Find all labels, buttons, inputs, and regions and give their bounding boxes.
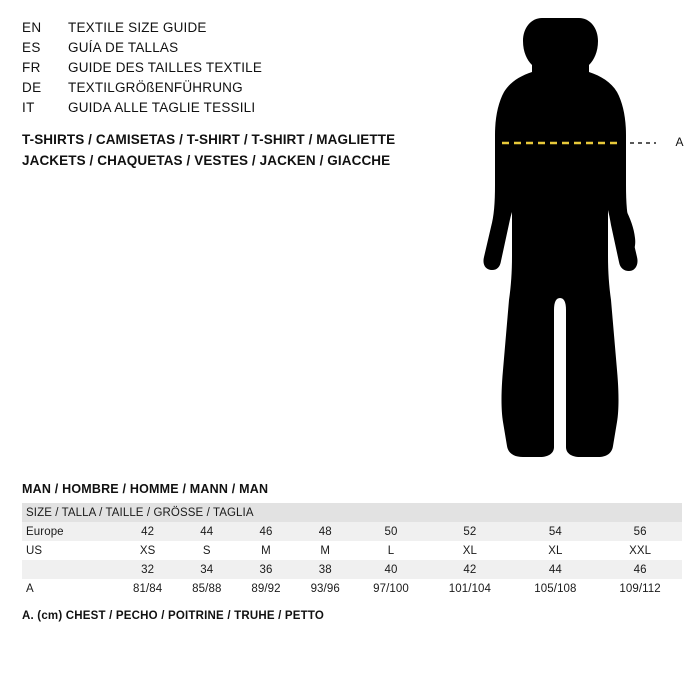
table-row (22, 579, 682, 598)
table-cell: M (236, 541, 295, 560)
row-label: US (22, 541, 118, 560)
table-cell: M (296, 541, 355, 560)
category-tshirts: T-SHIRTS / CAMISETAS / T-SHIRT / T-SHIRT / MAGLIETTE (22, 132, 396, 147)
table-cell: 36 (236, 560, 295, 579)
language-code: IT (22, 100, 35, 115)
table-cell: 32 (118, 560, 177, 579)
language-title: GUIDA ALLE TAGLIE TESSILI (68, 100, 256, 115)
row-label: Europe (22, 522, 118, 541)
body-shape (483, 18, 637, 457)
table-cell: 85/88 (177, 579, 236, 598)
table-cell: 42 (427, 560, 513, 579)
table-cell: 93/96 (296, 579, 355, 598)
table-row (22, 560, 682, 579)
band-header-label: SIZE / TALLA / TAILLE / GRÖSSE / TAGLIA (22, 503, 682, 522)
male-silhouette-figure (470, 10, 690, 470)
table-cell: 46 (236, 522, 295, 541)
table-cell: 89/92 (236, 579, 295, 598)
table-cell: XL (513, 541, 599, 560)
table-cell: XS (118, 541, 177, 560)
table-cell: 54 (513, 522, 599, 541)
language-code: EN (22, 20, 42, 35)
table-cell: 46 (598, 560, 682, 579)
table-cell: 109/112 (598, 579, 682, 598)
language-row (22, 98, 452, 118)
language-title: TEXTILGRÖßENFÜHRUNG (68, 80, 243, 95)
category-jackets: JACKETS / CHAQUETAS / VESTES / JACKEN / GIACCHE (22, 153, 391, 168)
table-cell: 44 (177, 522, 236, 541)
size-table-area (22, 482, 682, 622)
table-cell: XL (427, 541, 513, 560)
language-code: FR (22, 60, 41, 75)
table-cell: 81/84 (118, 579, 177, 598)
silhouette-svg (470, 10, 690, 470)
language-row (22, 38, 452, 58)
table-cell: L (355, 541, 427, 560)
category-headings (22, 129, 462, 171)
table-band-header-row (22, 503, 682, 522)
measure-label-a: A (675, 135, 684, 149)
row-label (22, 560, 118, 579)
size-table (22, 503, 682, 598)
table-cell: 44 (513, 560, 599, 579)
table-cell: 38 (296, 560, 355, 579)
table-cell: 52 (427, 522, 513, 541)
language-title: GUÍA DE TALLAS (68, 40, 179, 55)
language-row (22, 78, 452, 98)
table-cell: 101/104 (427, 579, 513, 598)
table-footnote: A. (cm) CHEST / PECHO / POITRINE / TRUHE / PETTO (22, 610, 325, 622)
table-cell: 48 (296, 522, 355, 541)
table-cell: 56 (598, 522, 682, 541)
table-section-title: MAN / HOMBRE / HOMME / MANN / MAN (22, 482, 269, 496)
table-row (22, 541, 682, 560)
language-code: ES (22, 40, 41, 55)
row-label: A (22, 579, 118, 598)
language-title: GUIDE DES TAILLES TEXTILE (68, 60, 263, 75)
table-cell: 97/100 (355, 579, 427, 598)
table-cell: 34 (177, 560, 236, 579)
table-cell: 42 (118, 522, 177, 541)
table-cell: 50 (355, 522, 427, 541)
language-row (22, 58, 452, 78)
table-row (22, 522, 682, 541)
table-cell: 40 (355, 560, 427, 579)
table-cell: 105/108 (513, 579, 599, 598)
language-header-list (22, 18, 452, 118)
table-cell: S (177, 541, 236, 560)
language-code: DE (22, 80, 42, 95)
language-title: TEXTILE SIZE GUIDE (68, 20, 207, 35)
language-row (22, 18, 452, 38)
table-cell: XXL (598, 541, 682, 560)
